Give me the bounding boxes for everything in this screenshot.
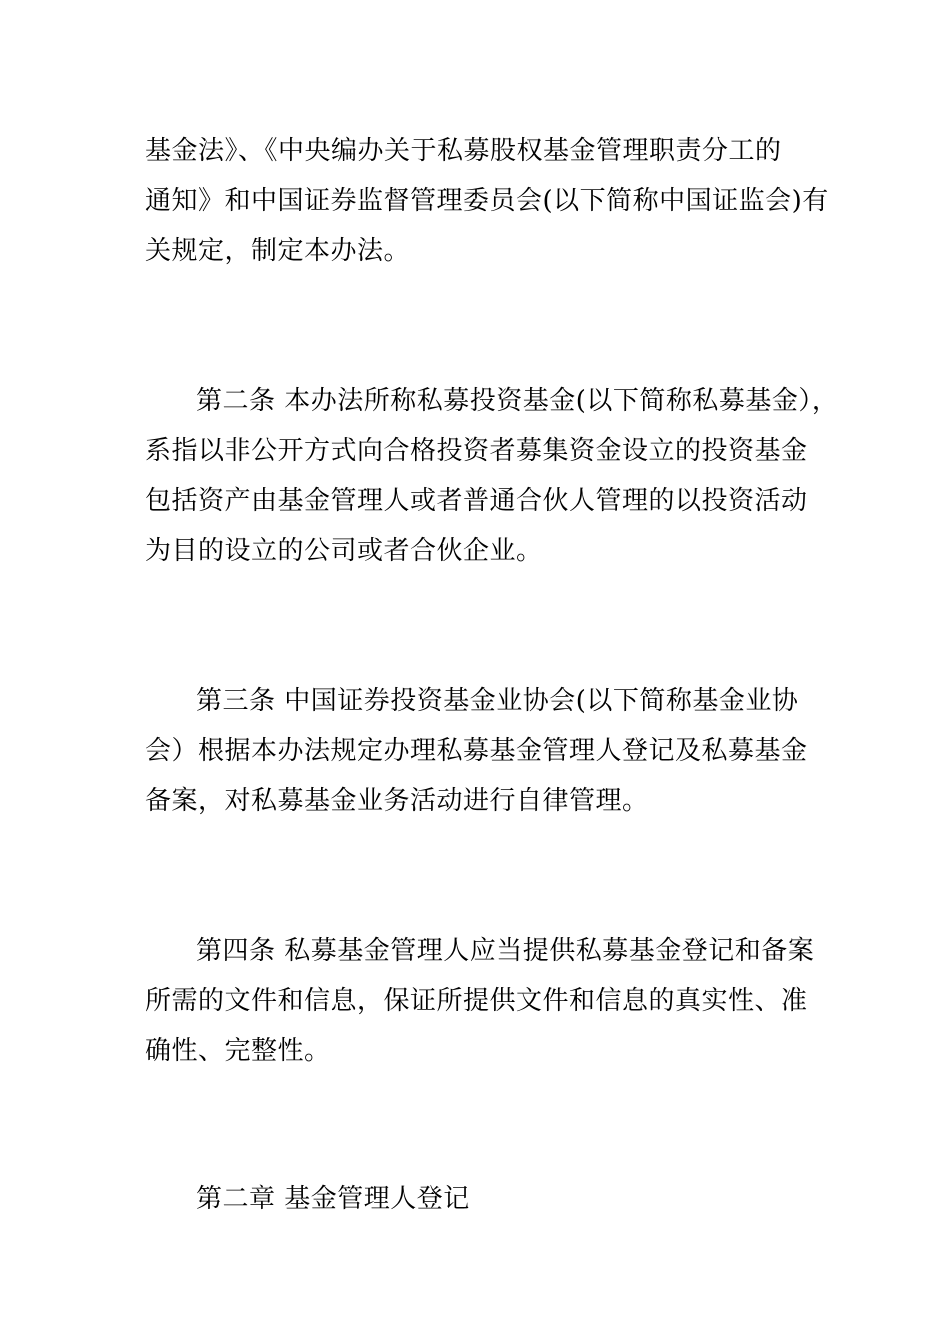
intro-line-3: 关规定，制定本办法。 (145, 236, 411, 266)
chapter-2-heading: 第二章 基金管理人登记 (196, 1184, 470, 1214)
article-3-line-1: 第三条 中国证券投资基金业协会(以下简称基金业协 (196, 686, 799, 716)
intro-line-1: 基金法》、《中央编办关于私募股权基金管理职责分工的 (145, 136, 782, 166)
article-4-line-1: 第四条 私募基金管理人应当提供私募基金登记和备案 (196, 936, 815, 966)
intro-line-2: 通知》和中国证券监督管理委员会(以下简称中国证监会)有 (145, 186, 829, 216)
article-2-line-4: 为目的设立的公司或者合伙企业。 (145, 536, 543, 566)
article-4-line-3: 确性、完整性。 (145, 1036, 331, 1066)
article-3-line-2: 会）根据本办法规定办理私募基金管理人登记及私募基金 (145, 736, 808, 766)
article-2-line-2: 系指以非公开方式向合格投资者募集资金设立的投资基金 (145, 436, 808, 466)
article-2-line-1: 第二条 本办法所称私募投资基金(以下简称私募基金）， (196, 386, 839, 416)
article-4-line-2: 所需的文件和信息，保证所提供文件和信息的真实性、准 (145, 986, 808, 1016)
article-2-line-3: 包括资产由基金管理人或者普通合伙人管理的以投资活动 (145, 486, 808, 516)
article-3-line-3: 备案，对私募基金业务活动进行自律管理。 (145, 786, 649, 816)
